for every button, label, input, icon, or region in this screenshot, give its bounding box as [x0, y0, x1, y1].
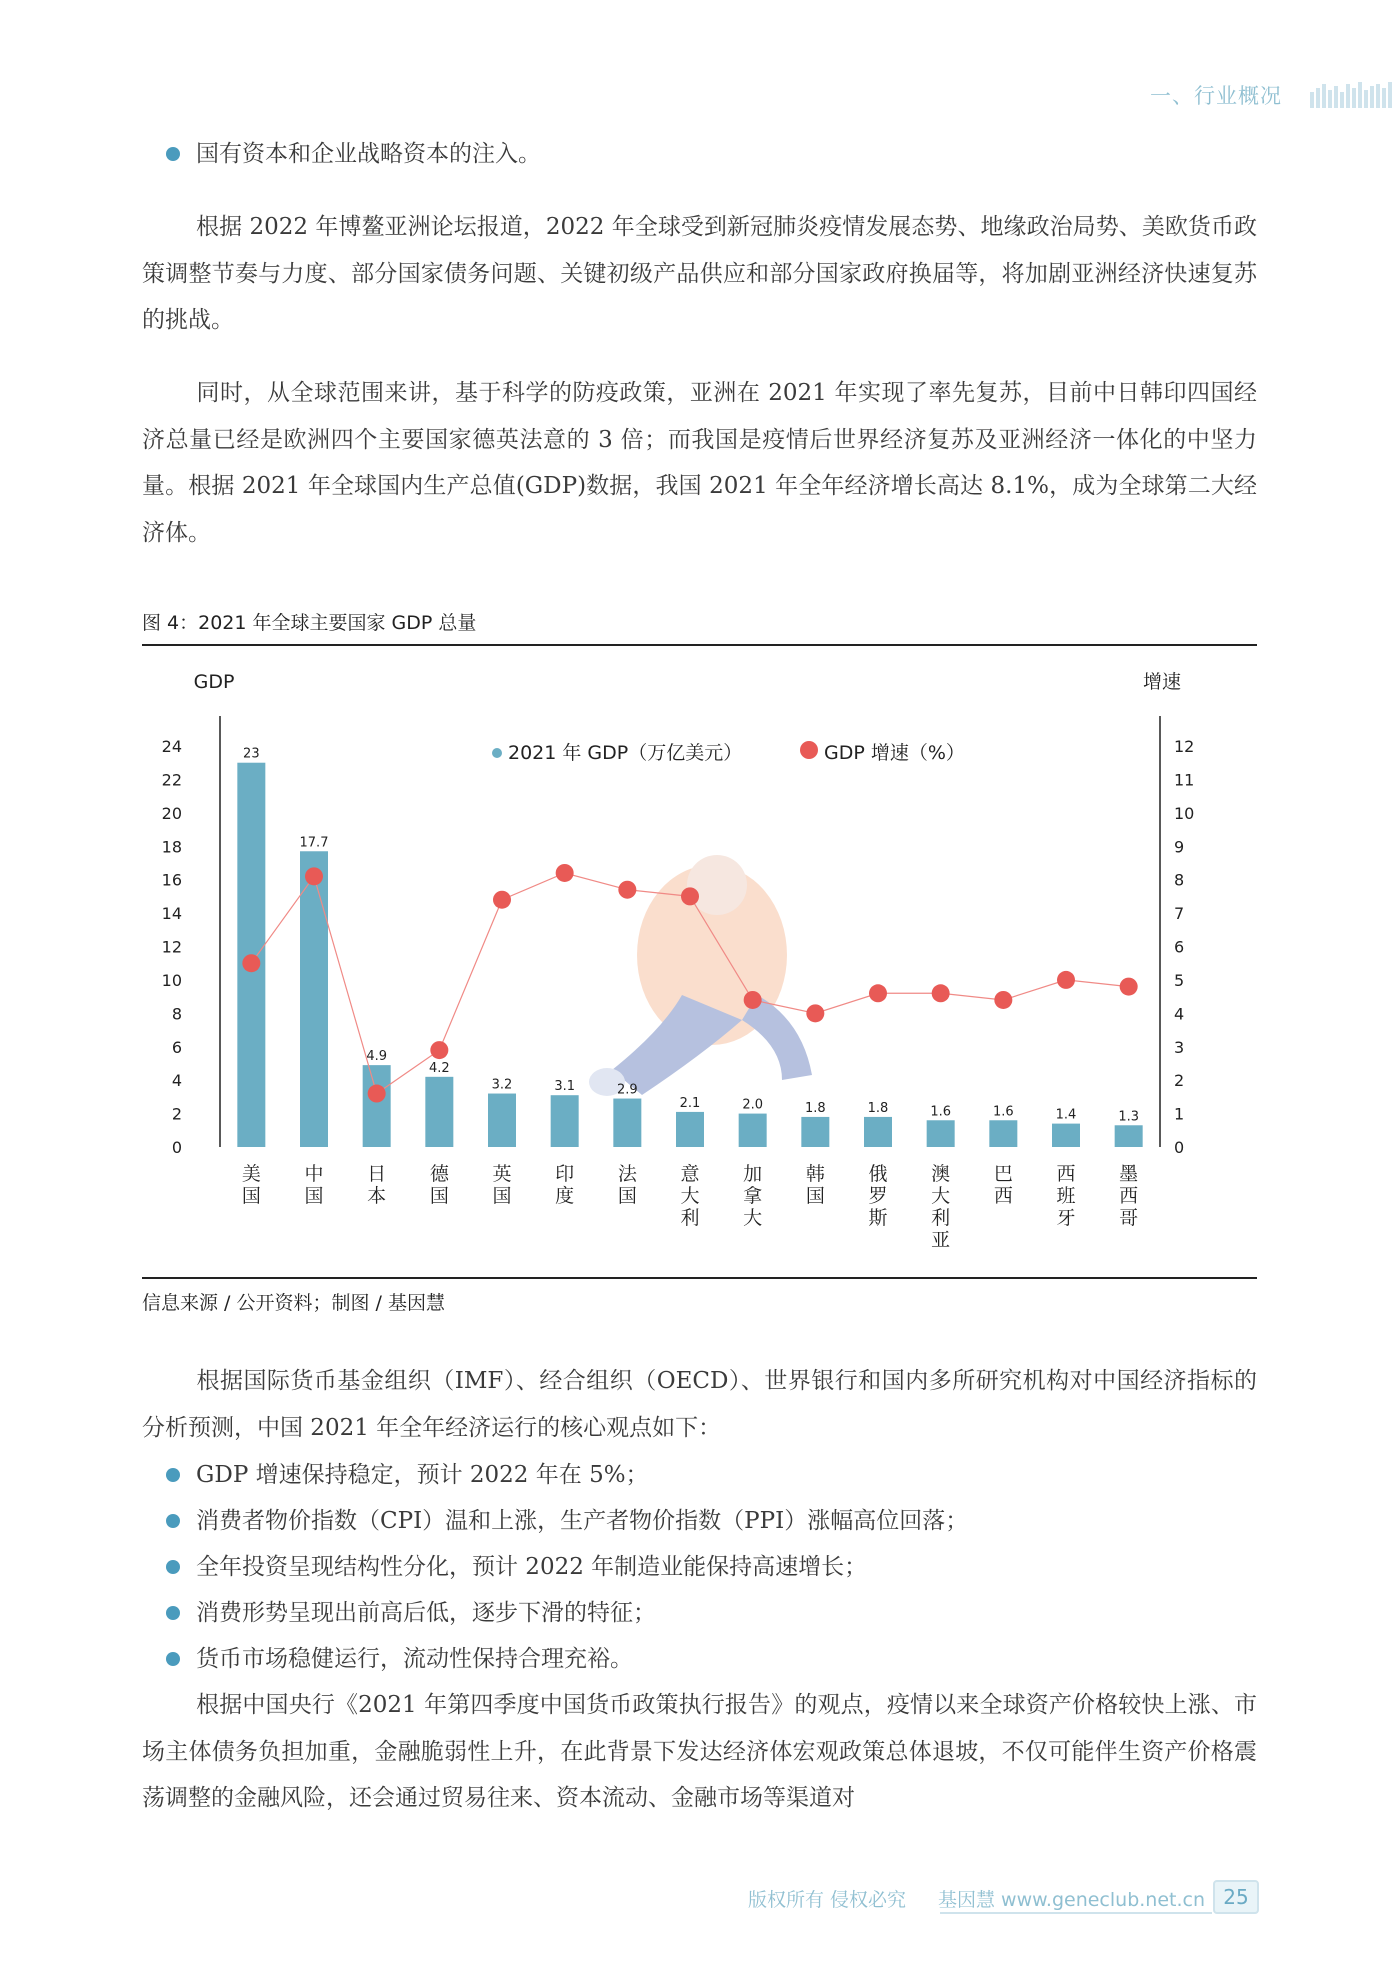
bullet-dot-icon: [166, 1560, 180, 1574]
growth-point: [618, 881, 636, 899]
bullet-text: 货币市场稳健运行，流动性保持合理充裕。: [196, 1646, 633, 1672]
bullet-item: [196, 1636, 633, 1682]
category-label: 英国: [492, 1163, 512, 1207]
category-label: 法国: [617, 1163, 637, 1207]
y-tick-label: 8: [171, 1004, 182, 1024]
growth-point: [242, 954, 260, 972]
paragraph-text: 根据国际货币基金组织（IMF）、经合组织（OECD）、世界银行和国内多所研究机构对中国经济指标的分析预测，中国 2021 年全年经济运行的核心观点如下：: [142, 1368, 1257, 1441]
growth-point: [1120, 978, 1138, 996]
legend-growth-label: GDP 增速（%）: [824, 742, 965, 764]
footer-underline: [940, 1912, 1212, 1914]
paragraph: [142, 204, 1257, 344]
bullet-dot-icon: [166, 1468, 180, 1482]
bar-value-label: 1.8: [804, 1100, 826, 1116]
gdp-bar: [1115, 1125, 1143, 1147]
paragraph: [142, 1358, 1257, 1451]
y-tick-label: 18: [161, 837, 182, 857]
y-tick-right-label: 8: [1174, 870, 1185, 890]
paragraph: [142, 1682, 1257, 1822]
gdp-chart: [142, 650, 1257, 1270]
figure-source: 信息来源 / 公开资料；制图 / 基因慧: [142, 1292, 445, 1314]
growth-point: [430, 1041, 448, 1059]
y-tick-right-label: 3: [1174, 1037, 1185, 1057]
category-label: 巴西: [993, 1163, 1013, 1207]
bullet-text: 国有资本和企业战略资本的注入。: [196, 141, 541, 167]
page-number: 25: [1213, 1880, 1259, 1914]
category-label: 美国: [241, 1163, 261, 1207]
y-tick-label: 22: [161, 770, 182, 790]
growth-point: [681, 887, 699, 905]
section-title: 一、行业概况: [1150, 84, 1282, 108]
category-label: 印度: [555, 1163, 575, 1207]
growth-point: [744, 991, 762, 1009]
category-label: 日本: [367, 1163, 387, 1207]
gdp-bar: [739, 1114, 767, 1147]
y-tick-label: 0: [171, 1138, 182, 1157]
bullet-dot-icon: [166, 147, 180, 161]
growth-point: [368, 1085, 386, 1103]
y-tick-right-label: 4: [1174, 1004, 1185, 1024]
bar-value-label: 4.2: [428, 1060, 450, 1076]
y-tick-right-label: 1: [1174, 1104, 1185, 1124]
legend-growth-marker: [800, 741, 818, 759]
category-label: 中国: [304, 1163, 324, 1207]
bar-value-label: 1.4: [1055, 1107, 1077, 1123]
growth-point: [994, 991, 1012, 1009]
growth-point: [1057, 971, 1075, 989]
bullet-item: [196, 1452, 649, 1498]
bar-value-label: 2.1: [679, 1095, 701, 1111]
growth-point: [869, 984, 887, 1002]
category-label: 加拿大: [743, 1163, 763, 1229]
y-tick-right-label: 5: [1174, 970, 1185, 990]
gdp-bar: [300, 851, 328, 1147]
footer-copyright: 版权所有 侵权必究: [748, 1889, 907, 1911]
category-label: 韩国: [805, 1163, 825, 1207]
category-label: 俄罗斯: [868, 1163, 888, 1229]
bar-value-label: 1.3: [1118, 1109, 1140, 1125]
growth-point: [806, 1004, 824, 1022]
y-tick-label: 14: [161, 904, 182, 924]
category-label: 德国: [429, 1163, 449, 1207]
bullet-item: [196, 1590, 656, 1636]
gdp-bar: [801, 1117, 829, 1147]
paragraph-text: 同时，从全球范围来讲，基于科学的防疫政策，亚洲在 2021 年实现了率先复苏，目前中日韩印四国经济总量已经是欧洲四个主要国家德英法意的 3 倍；而我国是疫情后世界经济复苏及亚洲经济一体化的中坚力量。根据 2021 年全球国内生产总值(GDP)数据，我国 2021 年全年经济增长高达 8.1%，成为全球第二大经济体。: [142, 380, 1257, 546]
legend-gdp-marker: [492, 748, 502, 758]
category-label: 意大利: [680, 1163, 700, 1229]
growth-point: [493, 891, 511, 909]
y-tick-label: 4: [171, 1071, 182, 1091]
header-pattern-icon: [1310, 82, 1394, 108]
y-tick-label: 24: [161, 737, 182, 756]
gdp-bar: [676, 1112, 704, 1147]
y-tick-right-label: 9: [1174, 837, 1185, 857]
bullet-item: [196, 1544, 867, 1590]
growth-point: [932, 984, 950, 1002]
bar-value-label: 17.7: [299, 835, 329, 851]
bullet-dot-icon: [166, 1514, 180, 1528]
figure-bottom-rule: [142, 1277, 1257, 1279]
y-tick-label: 10: [161, 970, 182, 990]
bar-value-label: 23: [243, 746, 260, 762]
y-tick-right-label: 2: [1174, 1071, 1185, 1091]
legend-gdp-label: 2021 年 GDP（万亿美元）: [508, 742, 743, 764]
y-tick-right-label: 0: [1174, 1138, 1185, 1157]
y-tick-right-label: 7: [1174, 904, 1185, 924]
bar-value-label: 3.1: [554, 1079, 576, 1095]
bullet-dot-icon: [166, 1652, 180, 1666]
y-tick-label: 6: [171, 1037, 182, 1057]
y-tick-right-label: 12: [1174, 737, 1195, 756]
figure-title: 图 4：2021 年全球主要国家 GDP 总量: [142, 612, 477, 634]
gdp-bar: [927, 1120, 955, 1147]
y-tick-right-label: 10: [1174, 803, 1195, 823]
y-tick-right-label: 6: [1174, 937, 1185, 957]
gdp-bar: [613, 1099, 641, 1147]
bullet-text: 全年投资呈现结构性分化，预计 2022 年制造业能保持高速增长；: [196, 1554, 868, 1580]
paragraph-text: 根据中国央行《2021 年第四季度中国货币政策执行报告》的观点，疫情以来全球资产价格较快上涨、市场主体债务负担加重，金融脆弱性上升，在此背景下发达经济体宏观政策总体退坡，不仅可能伴生资产价格震荡调整的金融风险，还会通过贸易往来、资本流动、金融市场等渠道对: [142, 1692, 1257, 1811]
bar-value-label: 1.6: [930, 1104, 952, 1120]
footer-site: 基因慧 www.geneclub.net.cn: [938, 1889, 1206, 1911]
bullet-text: 消费形势呈现出前高后低，逐步下滑的特征；: [196, 1600, 656, 1626]
gdp-bar: [864, 1117, 892, 1147]
bar-value-label: 4.9: [366, 1049, 388, 1065]
bullet-text: 消费者物价指数（CPI）温和上涨，生产者物价指数（PPI）涨幅高位回落；: [196, 1508, 969, 1534]
bullet-item: [196, 1498, 968, 1544]
category-label: 西班牙: [1056, 1163, 1076, 1229]
gdp-bar: [1052, 1124, 1080, 1147]
bullet-text: GDP 增速保持稳定，预计 2022 年在 5%；: [196, 1462, 649, 1488]
bar-value-label: 2.9: [616, 1082, 638, 1098]
y-tick-right-label: 11: [1174, 770, 1195, 790]
gdp-bar: [363, 1065, 391, 1147]
gdp-bar: [551, 1095, 579, 1147]
bullet-dot-icon: [166, 1606, 180, 1620]
y-tick-label: 16: [161, 870, 182, 890]
y-tick-label: 2: [171, 1104, 182, 1124]
category-label: 墨西哥: [1119, 1163, 1139, 1229]
bar-value-label: 1.8: [867, 1100, 889, 1116]
y-axis-title: GDP: [193, 671, 235, 693]
y-tick-label: 20: [161, 803, 182, 823]
figure-top-rule: [142, 644, 1257, 646]
growth-point: [556, 864, 574, 882]
gdp-bar: [425, 1077, 453, 1147]
bullet-item: [196, 131, 541, 177]
bar-value-label: 2.0: [742, 1097, 764, 1113]
bar-value-label: 3.2: [491, 1077, 513, 1093]
gdp-bar: [989, 1120, 1017, 1147]
gdp-bar: [488, 1094, 516, 1147]
y-tick-label: 12: [161, 937, 182, 957]
category-label: 澳大利亚: [931, 1163, 951, 1251]
bar-value-label: 1.6: [992, 1104, 1014, 1120]
paragraph: [142, 370, 1257, 556]
paragraph-text: 根据 2022 年博鳌亚洲论坛报道，2022 年全球受到新冠肺炎疫情发展态势、地缘政治局势、美欧货币政策调整节奏与力度、部分国家债务问题、关键初级产品供应和部分国家政府换届等，将加剧亚洲经济快速复苏的挑战。: [142, 214, 1257, 333]
y-axis-right-title: 增速: [1142, 671, 1182, 693]
growth-point: [305, 867, 323, 885]
